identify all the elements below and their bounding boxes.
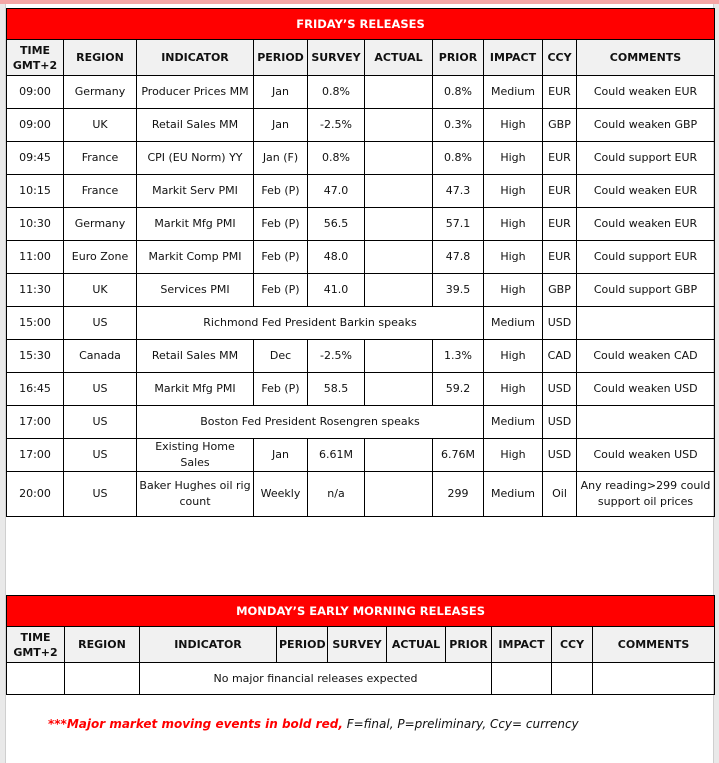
cell-region: France	[64, 175, 137, 208]
cell-prior: 1.3%	[433, 340, 484, 373]
col-header-time: TIME GMT+2	[7, 627, 65, 663]
cell-impact: High	[484, 241, 543, 274]
cell-prior: 6.76M	[433, 439, 484, 472]
cell-time: 09:00	[7, 76, 64, 109]
monday-header-row	[7, 627, 715, 663]
cell-comments: Could weaken USD	[577, 439, 715, 472]
cell-survey: 41.0	[308, 274, 365, 307]
monday-title: MONDAY’S EARLY MORNING RELEASES	[7, 596, 715, 627]
cell-impact: High	[484, 142, 543, 175]
col-header-prior: PRIOR	[446, 627, 492, 663]
cell-comments: Could weaken CAD	[577, 340, 715, 373]
cell-ccy: Oil	[543, 472, 577, 517]
cell-ccy: USD	[543, 307, 577, 340]
cell-period: Jan	[254, 439, 308, 472]
cell-indicator: Services PMI	[137, 274, 254, 307]
footnote-legend: F=final, P=preliminary, Ccy= currency	[342, 717, 579, 731]
cell-region: Euro Zone	[64, 241, 137, 274]
cell-ccy: USD	[543, 406, 577, 439]
cell-prior: 59.2	[433, 373, 484, 406]
table-row	[7, 274, 715, 307]
cell-impact: High	[484, 208, 543, 241]
cell-period: Feb (P)	[254, 373, 308, 406]
cell-prior: 39.5	[433, 274, 484, 307]
cell-comments: Could support GBP	[577, 274, 715, 307]
cell-actual	[365, 274, 433, 307]
cell-prior: 0.3%	[433, 109, 484, 142]
cell-period: Feb (P)	[254, 241, 308, 274]
cell-ccy: USD	[543, 439, 577, 472]
cell-indicator: Markit Mfg PMI	[137, 373, 254, 406]
cell-indicator: CPI (EU Norm) YY	[137, 142, 254, 175]
cell-ccy: GBP	[543, 274, 577, 307]
col-header-ccy: CCY	[552, 627, 593, 663]
monday-table-body	[7, 663, 715, 695]
cell-impact: Medium	[484, 406, 543, 439]
cell-comments	[577, 406, 715, 439]
cell-comments: Could support EUR	[577, 142, 715, 175]
cell-prior: 0.8%	[433, 142, 484, 175]
cell-ccy: USD	[543, 373, 577, 406]
col-header-comments: COMMENTS	[593, 627, 715, 663]
col-header-indicator: INDICATOR	[140, 627, 277, 663]
cell-impact	[492, 663, 552, 695]
cell-ccy: EUR	[543, 175, 577, 208]
cell-time	[7, 663, 65, 695]
table-row	[7, 340, 715, 373]
col-header-indicator: INDICATOR	[137, 40, 254, 76]
footnote-highlight: ***Major market moving events in bold red,	[48, 717, 343, 731]
table-row	[7, 109, 715, 142]
friday-releases-table	[6, 8, 715, 517]
cell-actual	[365, 472, 433, 517]
cell-comments: Could support EUR	[577, 241, 715, 274]
cell-time: 10:30	[7, 208, 64, 241]
cell-indicator: Retail Sales MM	[137, 109, 254, 142]
cell-impact: High	[484, 274, 543, 307]
cell-comments	[577, 307, 715, 340]
col-header-impact: IMPACT	[492, 627, 552, 663]
table-row	[7, 208, 715, 241]
cell-ccy	[552, 663, 593, 695]
cell-impact: Medium	[484, 472, 543, 517]
cell-time: 17:00	[7, 406, 64, 439]
monday-releases-table	[6, 595, 715, 695]
footnote	[48, 717, 579, 731]
cell-indicator: Markit Comp PMI	[137, 241, 254, 274]
cell-period: Dec	[254, 340, 308, 373]
cell-impact: Medium	[484, 307, 543, 340]
cell-period: Jan	[254, 76, 308, 109]
col-header-period: PERIOD	[277, 627, 328, 663]
col-header-survey: SURVEY	[308, 40, 365, 76]
cell-time: 09:00	[7, 109, 64, 142]
cell-survey: 48.0	[308, 241, 365, 274]
cell-survey: 0.8%	[308, 142, 365, 175]
cell-indicator: Producer Prices MM	[137, 76, 254, 109]
cell-time: 15:30	[7, 340, 64, 373]
friday-table-body	[7, 76, 715, 517]
friday-title: FRIDAY’S RELEASES	[7, 9, 715, 40]
cell-time: 17:00	[7, 439, 64, 472]
cell-region: Germany	[64, 208, 137, 241]
cell-actual	[365, 76, 433, 109]
cell-ccy: EUR	[543, 76, 577, 109]
cell-comments: Could weaken GBP	[577, 109, 715, 142]
cell-time: 20:00	[7, 472, 64, 517]
table-row	[7, 663, 715, 695]
col-header-actual: ACTUAL	[365, 40, 433, 76]
cell-survey: 47.0	[308, 175, 365, 208]
cell-time: 16:45	[7, 373, 64, 406]
cell-region	[65, 663, 140, 695]
table-row	[7, 472, 715, 517]
cell-period: Jan (F)	[254, 142, 308, 175]
cell-survey: 6.61M	[308, 439, 365, 472]
cell-region: US	[64, 406, 137, 439]
cell-region: Canada	[64, 340, 137, 373]
cell-indicator: Baker Hughes oil rig count	[137, 472, 254, 517]
cell-indicator: Markit Mfg PMI	[137, 208, 254, 241]
table-row	[7, 76, 715, 109]
cell-event: Richmond Fed President Barkin speaks	[137, 307, 484, 340]
cell-time: 15:00	[7, 307, 64, 340]
cell-time: 09:45	[7, 142, 64, 175]
cell-prior: 47.3	[433, 175, 484, 208]
col-header-ccy: CCY	[543, 40, 577, 76]
cell-survey: -2.5%	[308, 109, 365, 142]
table-row	[7, 373, 715, 406]
cell-region: Germany	[64, 76, 137, 109]
cell-actual	[365, 142, 433, 175]
cell-actual	[365, 208, 433, 241]
cell-prior: 0.8%	[433, 76, 484, 109]
cell-actual	[365, 175, 433, 208]
col-header-survey: SURVEY	[328, 627, 387, 663]
cell-impact: High	[484, 175, 543, 208]
cell-comments: Could weaken USD	[577, 373, 715, 406]
cell-prior: 57.1	[433, 208, 484, 241]
col-header-comments: COMMENTS	[577, 40, 715, 76]
cell-time: 10:15	[7, 175, 64, 208]
friday-header-row	[7, 40, 715, 76]
cell-comments	[593, 663, 715, 695]
cell-region: France	[64, 142, 137, 175]
col-header-region: REGION	[65, 627, 140, 663]
col-header-time: TIME GMT+2	[7, 40, 64, 76]
cell-region: US	[64, 472, 137, 517]
cell-indicator: Retail Sales MM	[137, 340, 254, 373]
cell-prior: 299	[433, 472, 484, 517]
cell-ccy: EUR	[543, 208, 577, 241]
page-top-strip	[0, 0, 719, 4]
cell-indicator: Markit Serv PMI	[137, 175, 254, 208]
cell-survey: 56.5	[308, 208, 365, 241]
cell-comments: Could weaken EUR	[577, 208, 715, 241]
cell-actual	[365, 241, 433, 274]
cell-period: Feb (P)	[254, 175, 308, 208]
table-row	[7, 406, 715, 439]
cell-comments: Any reading>299 could support oil prices	[577, 472, 715, 517]
cell-actual	[365, 340, 433, 373]
cell-period: Jan	[254, 109, 308, 142]
cell-ccy: GBP	[543, 109, 577, 142]
cell-survey: 0.8%	[308, 76, 365, 109]
col-header-actual: ACTUAL	[387, 627, 446, 663]
cell-ccy: CAD	[543, 340, 577, 373]
cell-region: UK	[64, 274, 137, 307]
cell-comments: Could weaken EUR	[577, 76, 715, 109]
cell-region: US	[64, 307, 137, 340]
cell-actual	[365, 109, 433, 142]
cell-impact: High	[484, 340, 543, 373]
cell-indicator: Existing Home Sales	[137, 439, 254, 472]
cell-ccy: EUR	[543, 142, 577, 175]
cell-event: Boston Fed President Rosengren speaks	[137, 406, 484, 439]
cell-period: Feb (P)	[254, 208, 308, 241]
cell-comments: Could weaken EUR	[577, 175, 715, 208]
table-row	[7, 142, 715, 175]
table-row	[7, 307, 715, 340]
table-row	[7, 175, 715, 208]
table-row	[7, 241, 715, 274]
cell-region: US	[64, 373, 137, 406]
cell-time: 11:30	[7, 274, 64, 307]
table-row	[7, 439, 715, 472]
cell-period: Feb (P)	[254, 274, 308, 307]
cell-impact: High	[484, 439, 543, 472]
col-header-impact: IMPACT	[484, 40, 543, 76]
cell-impact: High	[484, 109, 543, 142]
cell-survey: 58.5	[308, 373, 365, 406]
cell-region: UK	[64, 109, 137, 142]
cell-prior: 47.8	[433, 241, 484, 274]
cell-time: 11:00	[7, 241, 64, 274]
cell-survey: -2.5%	[308, 340, 365, 373]
cell-survey: n/a	[308, 472, 365, 517]
cell-impact: High	[484, 373, 543, 406]
col-header-prior: PRIOR	[433, 40, 484, 76]
cell-actual	[365, 373, 433, 406]
cell-actual	[365, 439, 433, 472]
cell-impact: Medium	[484, 76, 543, 109]
col-header-period: PERIOD	[254, 40, 308, 76]
col-header-region: REGION	[64, 40, 137, 76]
cell-region: US	[64, 439, 137, 472]
cell-period: Weekly	[254, 472, 308, 517]
cell-ccy: EUR	[543, 241, 577, 274]
cell-event: No major financial releases expected	[140, 663, 492, 695]
